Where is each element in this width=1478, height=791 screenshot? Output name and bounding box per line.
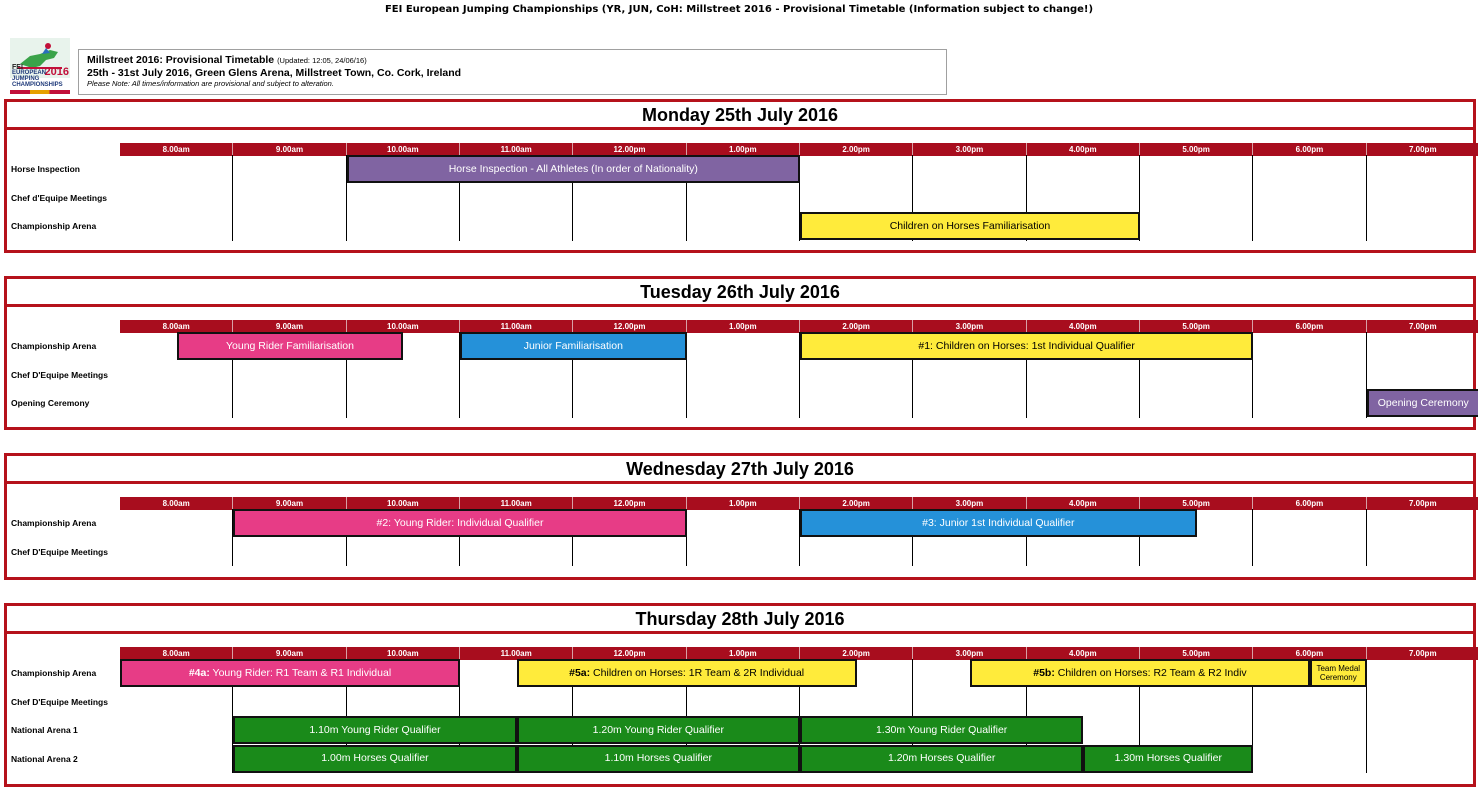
- schedule-event[interactable]: [177, 332, 404, 360]
- time-label: 5.00pm: [1140, 497, 1253, 510]
- time-label: 1.00pm: [687, 320, 800, 333]
- event-label: Young Rider Familiarisation: [225, 339, 354, 352]
- time-label: 2.00pm: [800, 320, 913, 333]
- logo-line2: JUMPING: [12, 76, 40, 82]
- time-label: 9.00am: [233, 647, 346, 660]
- time-label: 3.00pm: [913, 497, 1026, 510]
- schedule-event[interactable]: [233, 716, 516, 744]
- grid-line: [1252, 155, 1253, 241]
- info-venue: 25th - 31st July 2016, Green Glens Arena, Millstreet Town, Co. Cork, Ireland: [87, 67, 462, 79]
- event-label: Children on Horses: R2 Team & R2 Indiv: [1054, 666, 1247, 679]
- event-label: 1.20m Young Rider Qualifier: [592, 723, 724, 736]
- logo-year: 2016: [44, 66, 69, 78]
- time-label: 6.00pm: [1253, 497, 1366, 510]
- time-label: 7.00pm: [1367, 320, 1478, 333]
- schedule-event[interactable]: [800, 509, 1197, 537]
- time-label: 9.00am: [233, 320, 346, 333]
- time-label: 12.00pm: [573, 320, 686, 333]
- time-label: 7.00pm: [1367, 143, 1478, 156]
- day-title: Wednesday 27th July 2016: [7, 456, 1473, 484]
- time-label: 10.00am: [347, 143, 460, 156]
- time-label: 6.00pm: [1253, 320, 1366, 333]
- time-label: 4.00pm: [1027, 497, 1140, 510]
- time-label: 5.00pm: [1140, 647, 1253, 660]
- row-label: Chef D'Equipe Meetings: [11, 369, 108, 380]
- time-label: 8.00am: [120, 143, 233, 156]
- time-label: 4.00pm: [1027, 647, 1140, 660]
- time-label: 1.00pm: [687, 647, 800, 660]
- info-note: Please Note: All times/information are provisional and subject to alteration.: [87, 79, 334, 88]
- event-number: #5a:: [569, 666, 591, 679]
- time-label: 11.00am: [460, 320, 573, 333]
- time-label: 1.00pm: [687, 143, 800, 156]
- time-label: 4.00pm: [1027, 320, 1140, 333]
- row-label: Chef d'Equipe Meetings: [11, 192, 107, 203]
- row-label: Horse Inspection: [11, 164, 80, 174]
- event-label: 1.20m Horses Qualifier: [887, 752, 996, 764]
- event-label: 1.00m Horses Qualifier: [321, 752, 429, 764]
- event-label: 1.30m Horses Qualifier: [1114, 752, 1222, 764]
- time-label: 11.00am: [460, 647, 573, 660]
- event-label: #2: Young Rider: Individual Qualifier: [376, 516, 544, 529]
- event-label: #3: Junior 1st Individual Qualifier: [922, 516, 1075, 529]
- schedule-event[interactable]: [800, 332, 1253, 360]
- schedule-event[interactable]: [800, 212, 1140, 240]
- event-label: #1: Children on Horses: 1st Individual Qualifier: [918, 339, 1135, 352]
- logo-line1: EUROPEAN: [12, 70, 47, 76]
- time-label: 2.00pm: [800, 497, 913, 510]
- time-label: 2.00pm: [800, 647, 913, 660]
- time-label: 4.00pm: [1027, 143, 1140, 156]
- time-label: 7.00pm: [1367, 647, 1478, 660]
- day-block: [4, 276, 1476, 430]
- schedule-event[interactable]: [120, 659, 460, 687]
- grid-line: [232, 155, 233, 241]
- info-box: [78, 49, 947, 95]
- time-label: 11.00am: [460, 143, 573, 156]
- logo-line3: CHAMPIONSHIPS: [12, 82, 63, 88]
- row-label: Opening Ceremony: [11, 398, 90, 408]
- logo-fei: FEI: [12, 64, 23, 71]
- time-label: 8.00am: [120, 320, 233, 333]
- schedule-event[interactable]: [970, 659, 1310, 687]
- time-label: 3.00pm: [913, 647, 1026, 660]
- row-label: National Arena 2: [11, 753, 78, 764]
- day-title: Monday 25th July 2016: [7, 102, 1473, 130]
- schedule-event[interactable]: [517, 659, 857, 687]
- time-label: 5.00pm: [1140, 320, 1253, 333]
- info-title-line: [87, 54, 938, 67]
- schedule-event[interactable]: [517, 716, 800, 744]
- schedule-event[interactable]: [800, 745, 1083, 773]
- schedule-event[interactable]: [1367, 389, 1478, 417]
- day-block: [4, 603, 1476, 787]
- time-label: 1.00pm: [687, 497, 800, 510]
- info-title: Millstreet 2016: Provisional Timetable: [87, 54, 275, 66]
- event-label: Young Rider: R1 Team & R1 Individual: [209, 666, 392, 679]
- row-label: Chef D'Equipe Meetings: [11, 696, 108, 707]
- event-label: Children on Horses Familiarisation: [889, 219, 1051, 232]
- grid-line: [1252, 509, 1253, 566]
- row-label: Chef D'Equipe Meetings: [11, 546, 108, 557]
- schedule-event[interactable]: [800, 716, 1083, 744]
- time-label: 6.00pm: [1253, 647, 1366, 660]
- day-block: [4, 453, 1476, 580]
- schedule-event[interactable]: [233, 509, 686, 537]
- time-label: 3.00pm: [913, 143, 1026, 156]
- event-number: #4a:: [188, 666, 210, 679]
- event-label: Junior Familiarisation: [523, 339, 623, 352]
- info-updated: (Updated: 12:05, 24/06/16): [277, 56, 367, 65]
- row-label: National Arena 1: [11, 725, 78, 735]
- grid-line: [1366, 155, 1367, 241]
- time-label: 12.00pm: [573, 647, 686, 660]
- event-label: Opening Ceremony: [1377, 396, 1469, 409]
- time-label: 7.00pm: [1367, 497, 1478, 510]
- event-label: Horse Inspection - All Athletes (In order of Nationality): [448, 162, 698, 175]
- day-title: Tuesday 26th July 2016: [7, 279, 1473, 307]
- event-label: 1.30m Young Rider Qualifier: [875, 723, 1008, 736]
- time-label: 12.00pm: [573, 497, 686, 510]
- event-label: Team Medal Ceremony: [1316, 664, 1361, 682]
- schedule-event[interactable]: [233, 745, 516, 773]
- page-title: FEI European Jumping Championships (YR, JUN, CoH: Millstreet 2016 - Provisional Timetable (Information subject to change!): [384, 4, 1094, 15]
- row-label: Championship Arena: [11, 221, 97, 231]
- time-label: 8.00am: [120, 497, 233, 510]
- row-label: Championship Arena: [11, 341, 97, 351]
- logo-band: [10, 90, 70, 94]
- time-label: 6.00pm: [1253, 143, 1366, 156]
- time-label: 5.00pm: [1140, 143, 1253, 156]
- time-label: 9.00am: [233, 497, 346, 510]
- day-title: Thursday 28th July 2016: [7, 606, 1473, 634]
- event-label: Children on Horses: 1R Team & 2R Individual: [590, 666, 805, 679]
- row-label: Championship Arena: [11, 668, 97, 678]
- row-label: Championship Arena: [11, 518, 97, 528]
- schedule-event[interactable]: [517, 745, 800, 773]
- schedule-event[interactable]: [1083, 745, 1253, 773]
- time-label: 8.00am: [120, 647, 233, 660]
- time-label: 12.00pm: [573, 143, 686, 156]
- time-label: 10.00am: [347, 320, 460, 333]
- time-label: 10.00am: [347, 647, 460, 660]
- time-label: 9.00am: [233, 143, 346, 156]
- schedule-event[interactable]: [347, 155, 800, 183]
- event-number: #5b:: [1033, 666, 1055, 679]
- event-label: 1.10m Horses Qualifier: [604, 752, 712, 764]
- time-label: 10.00am: [347, 497, 460, 510]
- day-block: [4, 99, 1476, 253]
- time-label: 3.00pm: [913, 320, 1026, 333]
- event-label: 1.10m Young Rider Qualifier: [309, 723, 441, 736]
- time-label: 11.00am: [460, 497, 573, 510]
- schedule-event[interactable]: [1310, 659, 1367, 687]
- championship-logo: [10, 38, 70, 94]
- grid-line: [1366, 509, 1367, 566]
- schedule-event[interactable]: [460, 332, 687, 360]
- time-label: 2.00pm: [800, 143, 913, 156]
